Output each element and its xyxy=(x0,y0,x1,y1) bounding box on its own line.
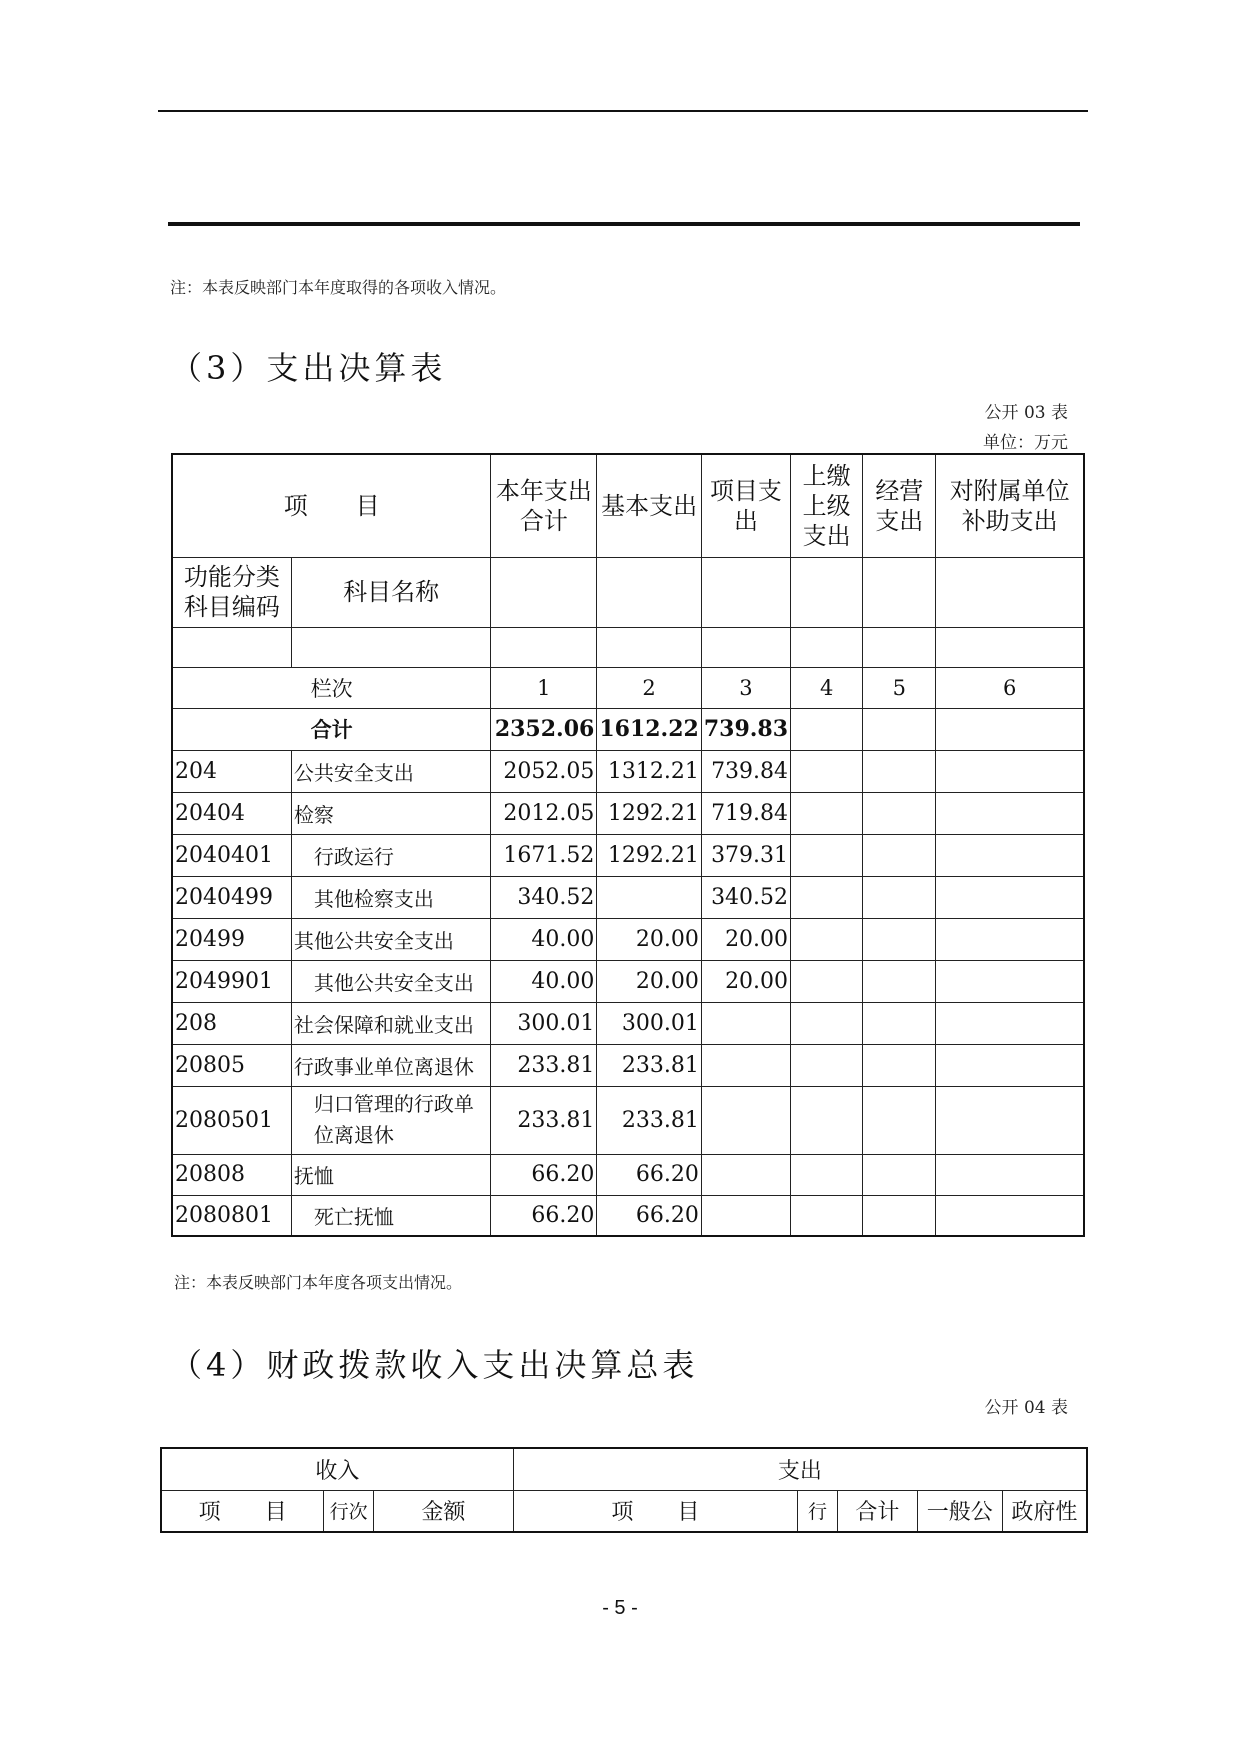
expense-row-no-header: 行 xyxy=(798,1490,838,1532)
empty-cell xyxy=(936,960,1084,1002)
row-total: 2052.05 xyxy=(491,750,597,792)
table-row xyxy=(172,1195,1084,1236)
expense-item-header: 项 目 xyxy=(513,1490,797,1532)
empty-cell xyxy=(936,1002,1084,1044)
expenditure-table xyxy=(171,453,1085,1237)
row-name: 归口管理的行政单位离退休 xyxy=(291,1086,491,1154)
row-project xyxy=(701,1154,790,1195)
row-project xyxy=(701,1002,790,1044)
empty-cell xyxy=(863,1086,936,1154)
header-subject-name: 科目名称 xyxy=(291,557,491,627)
empty-cell xyxy=(863,557,936,627)
row-total: 340.52 xyxy=(491,876,597,918)
income-amount-header: 金额 xyxy=(374,1490,514,1532)
empty-cell xyxy=(863,1002,936,1044)
section3-title: （3）支出决算表 xyxy=(170,349,447,387)
empty-cell xyxy=(701,557,790,627)
row-name: 其他检察支出 xyxy=(291,876,491,918)
empty-cell xyxy=(936,557,1084,627)
empty-cell xyxy=(936,792,1084,834)
row-basic: 20.00 xyxy=(597,918,702,960)
row-project: 739.84 xyxy=(701,750,790,792)
empty-cell xyxy=(791,1002,863,1044)
row-basic: 1292.21 xyxy=(597,792,702,834)
row-code: 2040401 xyxy=(172,834,291,876)
row-name: 检察 xyxy=(291,792,491,834)
table-row xyxy=(172,750,1084,792)
column-index: 3 xyxy=(701,667,790,708)
empty-cell xyxy=(491,557,597,627)
empty-cell xyxy=(791,708,863,750)
empty-cell xyxy=(791,557,863,627)
empty-cell xyxy=(701,627,790,667)
row-name: 行政事业单位离退休 xyxy=(291,1044,491,1086)
total-value: 739.83 xyxy=(701,708,790,750)
row-basic: 1312.21 xyxy=(597,750,702,792)
empty-cell xyxy=(791,750,863,792)
column-index: 1 xyxy=(491,667,597,708)
column-index: 5 xyxy=(863,667,936,708)
row-project xyxy=(701,1195,790,1236)
empty-cell xyxy=(863,960,936,1002)
empty-cell xyxy=(791,918,863,960)
expense-total-header: 合计 xyxy=(838,1490,918,1532)
empty-cell xyxy=(936,918,1084,960)
income-header: 收入 xyxy=(161,1448,513,1490)
empty-cell xyxy=(863,834,936,876)
empty-cell xyxy=(172,627,291,667)
row-code: 20499 xyxy=(172,918,291,960)
header-remit-superior: 上缴上级支出 xyxy=(791,454,863,557)
header-rule-thick xyxy=(168,222,1080,226)
table-row xyxy=(172,876,1084,918)
expense-header: 支出 xyxy=(513,1448,1087,1490)
row-total: 40.00 xyxy=(491,918,597,960)
income-item-header: 项 目 xyxy=(161,1490,324,1532)
row-total: 233.81 xyxy=(491,1086,597,1154)
row-code: 208 xyxy=(172,1002,291,1044)
empty-cell xyxy=(791,834,863,876)
expenditure-table-note: 注：本表反映部门本年度各项支出情况。 xyxy=(174,1273,463,1292)
empty-cell xyxy=(791,960,863,1002)
row-name: 抚恤 xyxy=(291,1154,491,1195)
empty-cell xyxy=(936,627,1084,667)
total-value: 1612.22 xyxy=(597,708,702,750)
row-code: 2040499 xyxy=(172,876,291,918)
page-number: - 5 - xyxy=(602,1597,638,1619)
row-basic: 66.20 xyxy=(597,1154,702,1195)
empty-cell xyxy=(936,708,1084,750)
row-project xyxy=(701,1044,790,1086)
total-label: 合计 xyxy=(172,708,491,750)
row-total: 40.00 xyxy=(491,960,597,1002)
total-value: 2352.06 xyxy=(491,708,597,750)
empty-cell xyxy=(936,834,1084,876)
row-project: 340.52 xyxy=(701,876,790,918)
empty-cell xyxy=(491,627,597,667)
empty-cell xyxy=(936,1154,1084,1195)
row-project: 20.00 xyxy=(701,960,790,1002)
row-total: 300.01 xyxy=(491,1002,597,1044)
section4-title: （4）财政拨款收入支出决算总表 xyxy=(170,1346,699,1384)
income-row-no-header: 行次 xyxy=(324,1490,374,1532)
empty-cell xyxy=(863,1154,936,1195)
row-total: 1671.52 xyxy=(491,834,597,876)
row-total: 66.20 xyxy=(491,1154,597,1195)
empty-cell xyxy=(791,1086,863,1154)
row-basic: 233.81 xyxy=(597,1086,702,1154)
section3-form-number: 公开 03 表 xyxy=(984,403,1068,423)
table-row xyxy=(172,918,1084,960)
column-index: 6 xyxy=(936,667,1084,708)
fiscal-summary-table xyxy=(160,1447,1088,1533)
row-basic: 66.20 xyxy=(597,1195,702,1236)
empty-cell xyxy=(597,557,702,627)
empty-cell xyxy=(863,1195,936,1236)
row-name: 社会保障和就业支出 xyxy=(291,1002,491,1044)
row-project: 20.00 xyxy=(701,918,790,960)
row-total: 233.81 xyxy=(491,1044,597,1086)
table-row xyxy=(172,1086,1084,1154)
empty-cell xyxy=(936,1086,1084,1154)
row-project xyxy=(701,1086,790,1154)
empty-cell xyxy=(863,627,936,667)
header-item: 项 目 xyxy=(172,454,491,557)
header-basic-expenditure: 基本支出 xyxy=(597,454,702,557)
header-rule-thin xyxy=(158,110,1088,112)
table-row xyxy=(172,1044,1084,1086)
row-code: 20808 xyxy=(172,1154,291,1195)
row-total: 66.20 xyxy=(491,1195,597,1236)
row-basic: 20.00 xyxy=(597,960,702,1002)
table-row xyxy=(172,792,1084,834)
row-name: 行政运行 xyxy=(291,834,491,876)
column-index-label: 栏次 xyxy=(172,667,491,708)
empty-cell xyxy=(863,876,936,918)
empty-cell xyxy=(597,627,702,667)
section4-form-number: 公开 04 表 xyxy=(984,1398,1068,1418)
row-code: 2080501 xyxy=(172,1086,291,1154)
header-project-expenditure: 项目支出 xyxy=(701,454,790,557)
empty-cell xyxy=(863,792,936,834)
empty-cell xyxy=(791,1195,863,1236)
empty-cell xyxy=(791,1044,863,1086)
income-table-note: 注：本表反映部门本年度取得的各项收入情况。 xyxy=(170,278,507,297)
header-operating-expenditure: 经营支出 xyxy=(863,454,936,557)
row-total: 2012.05 xyxy=(491,792,597,834)
row-basic: 233.81 xyxy=(597,1044,702,1086)
empty-cell xyxy=(291,627,491,667)
row-project: 719.84 xyxy=(701,792,790,834)
header-function-code: 功能分类科目编码 xyxy=(172,557,291,627)
empty-cell xyxy=(936,876,1084,918)
table-row xyxy=(172,834,1084,876)
empty-cell xyxy=(863,1044,936,1086)
row-name: 公共安全支出 xyxy=(291,750,491,792)
row-basic: 300.01 xyxy=(597,1002,702,1044)
row-code: 2049901 xyxy=(172,960,291,1002)
empty-cell xyxy=(863,708,936,750)
empty-cell xyxy=(791,627,863,667)
empty-cell xyxy=(936,1044,1084,1086)
table-row xyxy=(172,960,1084,1002)
empty-cell xyxy=(791,1154,863,1195)
row-code: 20805 xyxy=(172,1044,291,1086)
row-name: 死亡抚恤 xyxy=(291,1195,491,1236)
row-basic xyxy=(597,876,702,918)
column-index: 2 xyxy=(597,667,702,708)
table-row xyxy=(172,1154,1084,1195)
row-code: 20404 xyxy=(172,792,291,834)
row-code: 2080801 xyxy=(172,1195,291,1236)
empty-cell xyxy=(791,792,863,834)
row-code: 204 xyxy=(172,750,291,792)
general-budget-header: 一般公 xyxy=(917,1490,1002,1532)
row-name: 其他公共安全支出 xyxy=(291,918,491,960)
table-row xyxy=(172,1002,1084,1044)
row-basic: 1292.21 xyxy=(597,834,702,876)
row-project: 379.31 xyxy=(701,834,790,876)
empty-cell xyxy=(863,918,936,960)
column-index: 4 xyxy=(791,667,863,708)
empty-cell xyxy=(936,750,1084,792)
header-total-expenditure: 本年支出合计 xyxy=(491,454,597,557)
row-name: 其他公共安全支出 xyxy=(291,960,491,1002)
header-subsidy-affiliates: 对附属单位补助支出 xyxy=(936,454,1084,557)
section3-unit: 单位：万元 xyxy=(983,433,1068,453)
empty-cell xyxy=(863,750,936,792)
empty-cell xyxy=(791,876,863,918)
empty-cell xyxy=(936,1195,1084,1236)
gov-fund-header: 政府性 xyxy=(1002,1490,1087,1532)
